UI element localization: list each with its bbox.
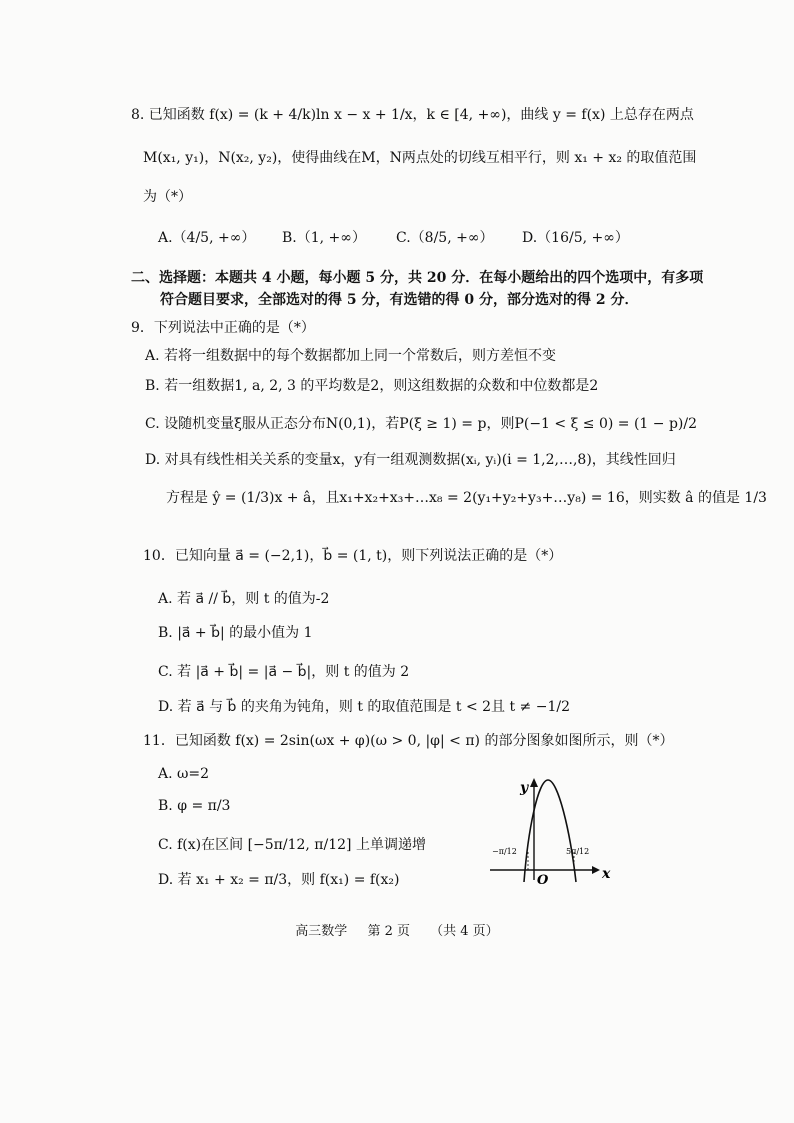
footer-total: （共 4 页） (430, 924, 499, 939)
sine-graph (490, 770, 620, 890)
q11-option-c: C. f(x)在区间 [−5π/12, π/12] 上单调递增 (158, 837, 426, 853)
section2-line1: 二、选择题：本题共 4 小题，每小题 5 分，共 20 分．在每小题给出的四个选项中，有多项 (131, 270, 704, 286)
q9-option-a: A. 若将一组数据中的每个数据都加上同一个常数后，则方差恒不变 (145, 348, 557, 364)
q8-option-d: D.（16/5, +∞） (522, 230, 629, 246)
y-axis-arrow (530, 778, 538, 787)
y-axis-label: y (520, 780, 529, 796)
x-axis-arrow (592, 866, 600, 874)
q9-option-b: B. 若一组数据1, a, 2, 3 的平均数是2，则这组数据的众数和中位数都是2 (145, 378, 599, 394)
q8-line1: 8. 已知函数 f(x) = (k + 4/k)ln x − x + 1/x，k ∈ [4, +∞)，曲线 y = f(x) 上总存在两点 (131, 107, 694, 123)
q8-option-c: C.（8/5, +∞） (396, 230, 494, 246)
q8-line2: M(x₁, y₁)，N(x₂, y₂)，使得曲线在M，N两点处的切线互相平行，则 x₁ + x₂ 的取值范围 (143, 150, 697, 166)
q11-option-b: B. φ = π/3 (158, 798, 231, 814)
q9-option-d-line1: D. 对具有线性相关关系的变量x，y有一组观测数据(xᵢ, yᵢ)(i = 1,2,…,8)，其线性回归 (145, 452, 676, 468)
footer-page: 第 2 页 (367, 924, 410, 939)
q8-option-a: A.（4/5, +∞） (158, 230, 256, 246)
right-tick-label: 5π/12 (566, 847, 590, 856)
q11-stem: 11．已知函数 f(x) = 2sin(ωx + φ)(ω > 0, |φ| < π) 的部分图象如图所示，则（*） (143, 733, 674, 749)
q11-option-a: A. ω=2 (158, 766, 210, 782)
q9-option-c: C. 设随机变量ξ服从正态分布N(0,1)，若P(ξ ≥ 1) = p，则P(−1 < ξ ≤ 0) = (1 − p)/2 (145, 416, 697, 432)
q8-option-b: B.（1, +∞） (282, 230, 366, 246)
sine-curve (524, 780, 576, 882)
q10-option-a: A. 若 a⃗ // b⃗，则 t 的值为-2 (158, 591, 330, 607)
q10-option-d: D. 若 a⃗ 与 b⃗ 的夹角为钝角，则 t 的取值范围是 t < 2且 t ≠ −1/2 (158, 699, 571, 715)
x-axis-label: x (602, 866, 611, 882)
section2-line2: 符合题目要求，全部选对的得 5 分，有选错的得 0 分，部分选对的得 2 分． (160, 292, 639, 308)
q9-option-d-line2: 方程是 ŷ = (1/3)x + â，且x₁+x₂+x₃+…x₈ = 2(y₁+y₂+y₃+…y₈) = 16，则实数 â 的值是 1/3 (166, 490, 767, 506)
page-footer (0, 920, 794, 939)
q8-line3: 为（*） (143, 189, 192, 205)
left-tick-label: −π/12 (492, 847, 517, 856)
q9-stem: 9．下列说法中正确的是（*） (131, 320, 315, 336)
q10-stem: 10．已知向量 a⃗ = (−2,1)，b⃗ = (1, t)，则下列说法正确的是（*） (143, 548, 563, 564)
origin-label: O (537, 873, 549, 888)
q10-option-c: C. 若 |a⃗ + b⃗| = |a⃗ − b⃗|，则 t 的值为 2 (158, 664, 410, 680)
q10-option-b: B. |a⃗ + b⃗| 的最小值为 1 (158, 625, 313, 641)
q11-option-d: D. 若 x₁ + x₂ = π/3，则 f(x₁) = f(x₂) (158, 872, 400, 888)
footer-subject: 高三数学 (295, 924, 348, 939)
